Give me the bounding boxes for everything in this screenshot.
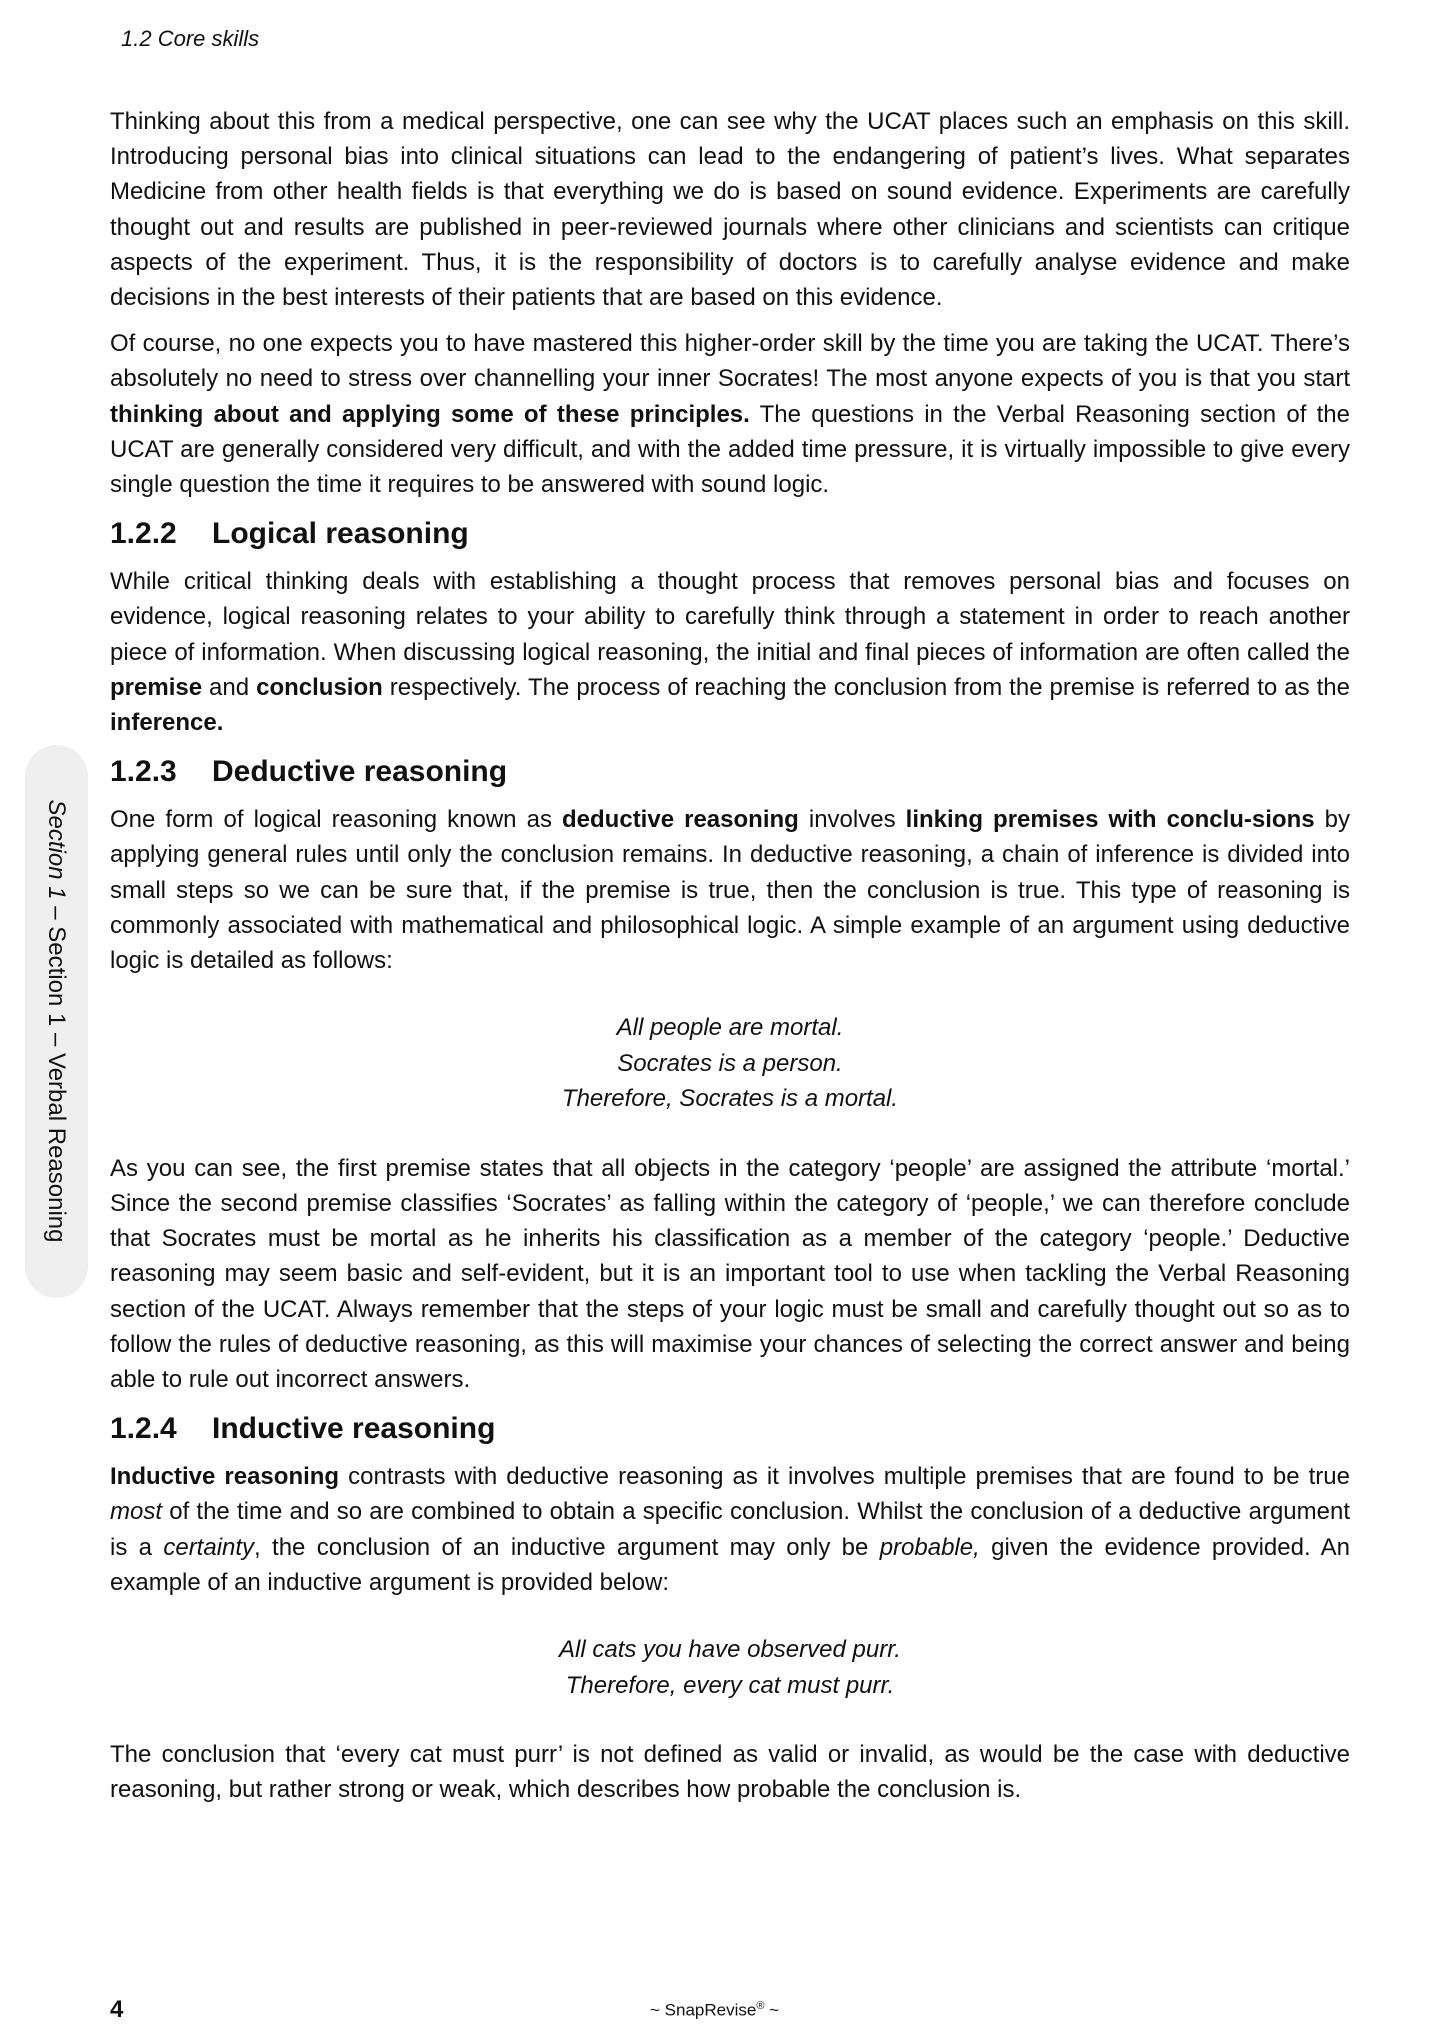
section-number: 1.2.2	[110, 517, 177, 551]
deductive-argument-example	[110, 1010, 1350, 1117]
italic-text: probable,	[879, 1533, 980, 1561]
text: of the time and so are combined to obtain a specific conclusion. Whilst the conclusion of a deductive argument is a	[110, 1498, 1350, 1561]
bold-text: premise	[110, 673, 203, 701]
page-number: 4	[110, 1996, 124, 2023]
text: The questions in the Verbal Reasoning section of the UCAT are generally considered very difficult, and with the added time pressure, it is virtually impossible to give every single question the time it requires to be answered with sound logic.	[110, 400, 1350, 499]
text: Of course, no one expects you to have mastered this higher-order skill by the time you are taking the UCAT. There’s absolutely no need to stress over channelling your inner Socrates! The most anyone expects of you is that you start	[110, 330, 1350, 393]
italic-text: certainty	[163, 1533, 255, 1561]
italic-text: most	[110, 1498, 163, 1526]
running-head: 1.2 Core skills	[121, 26, 260, 51]
argument-line: Therefore, every cat must purr.	[565, 1671, 895, 1699]
page-content	[110, 104, 1350, 1818]
bold-text: thinking about and applying some of these principles.	[110, 400, 750, 428]
text: contrasts with deductive reasoning as it involves multiple premises that are found to be true	[339, 1463, 1350, 1491]
inductive-argument-example	[110, 1632, 1350, 1703]
section-heading-logical-reasoning	[110, 516, 1350, 552]
text: involves	[798, 806, 906, 834]
argument-line: All cats you have observed purr.	[559, 1636, 901, 1663]
bold-text: inference.	[110, 709, 224, 737]
side-tab-italic: Section 1	[43, 799, 70, 900]
brand-name: ~ SnapRevise	[650, 2000, 757, 2020]
paragraph-deductive-explanation: As you can see, the first premise states that all objects in the category ‘people’ are assigned the attribute ‘mortal.’ Since the second premise classifies ‘Socrates’ as falling within the category of ‘people,’ we can therefore conclude that Socrates must be mortal as he inherits his classification as a member of the category ‘people.’ Deductive reasoning may seem basic and self-evident, but it is an important tool to use when tackling the Verbal Reasoning section of the UCAT. Always remember that the steps of your logic must be small and carefully thought out so as to follow the rules of deductive reasoning, as this will maximise your chances of selecting the correct answer and being able to rule out incorrect answers.	[110, 1154, 1350, 1393]
paragraph-logical-reasoning	[110, 564, 1350, 740]
section-side-tab-label	[42, 800, 70, 1243]
section-heading-inductive-reasoning	[110, 1411, 1350, 1447]
side-tab-rest: – Section 1 – Verbal Reasoning	[43, 899, 70, 1243]
paragraph-inductive-explanation: The conclusion that ‘every cat must purr’ is not defined as valid or invalid, as would be the case with deductive reasoning, but rather strong or weak, which describes how probable the conclusion is.	[110, 1741, 1350, 1804]
bold-text: conclusion	[256, 673, 383, 701]
bold-text: linking premises with conclu-sions	[905, 806, 1315, 834]
paragraph-deductive-reasoning	[110, 802, 1350, 978]
text: One form of logical reasoning known as	[110, 806, 563, 834]
argument-line: Socrates is a person.	[617, 1049, 843, 1077]
section-title: Logical reasoning	[212, 517, 469, 551]
bold-text: Inductive reasoning	[110, 1463, 340, 1491]
text: respectively. The process of reaching the conclusion from the premise is referred to as the	[382, 673, 1350, 701]
text: , the conclusion of an inductive argument may only be	[254, 1533, 880, 1561]
bold-text: deductive reasoning	[562, 806, 799, 834]
argument-line: All people are mortal.	[616, 1014, 844, 1042]
text: given the evidence provided. An example of an inductive argument is provided below:	[110, 1533, 1350, 1596]
paragraph-of-course	[110, 326, 1350, 502]
paragraph-medical-perspective: Thinking about this from a medical perspective, one can see why the UCAT places such an emphasis on this skill. Introducing personal bias into clinical situations can lead to the endangering of patient’s lives. What separates Medicine from other health fields is that everything we do is based on sound evidence. Experiments are carefully thought out and results are published in peer-reviewed journals where other clinicians and scientists can critique aspects of the experiment. Thus, it is the responsibility of doctors is to carefully analyse evidence and make decisions in the best interests of their patients that are based on this evidence.	[110, 108, 1350, 312]
footer-brand	[650, 2000, 779, 2021]
brand-suffix: ~	[764, 2000, 780, 2020]
text: While critical thinking deals with establishing a thought process that removes personal bias and focuses on evidence, logical reasoning relates to your ability to carefully think through a statement in order to reach another piece of information. When discussing logical reasoning, the initial and final pieces of information are often called the	[110, 568, 1350, 666]
section-number: 1.2.4	[110, 1412, 177, 1446]
argument-line: Therefore, Socrates is a mortal.	[561, 1085, 899, 1113]
section-number: 1.2.3	[110, 755, 177, 789]
registered-mark: ®	[756, 2000, 765, 2012]
text: by applying general rules until only the conclusion remains. In deductive reasoning, a chain of inference is divided into small steps so we can be sure that, if the premise is true, then the conclusion is true. This type of reasoning is commonly associated with mathematical and philosophical logic. A simple example of an argument using deductive logic is detailed as follows:	[110, 806, 1351, 975]
text: and	[202, 673, 257, 701]
section-heading-deductive-reasoning	[110, 754, 1350, 790]
section-title: Deductive reasoning	[212, 755, 508, 789]
section-title: Inductive reasoning	[212, 1412, 496, 1446]
paragraph-inductive-reasoning	[110, 1459, 1350, 1600]
